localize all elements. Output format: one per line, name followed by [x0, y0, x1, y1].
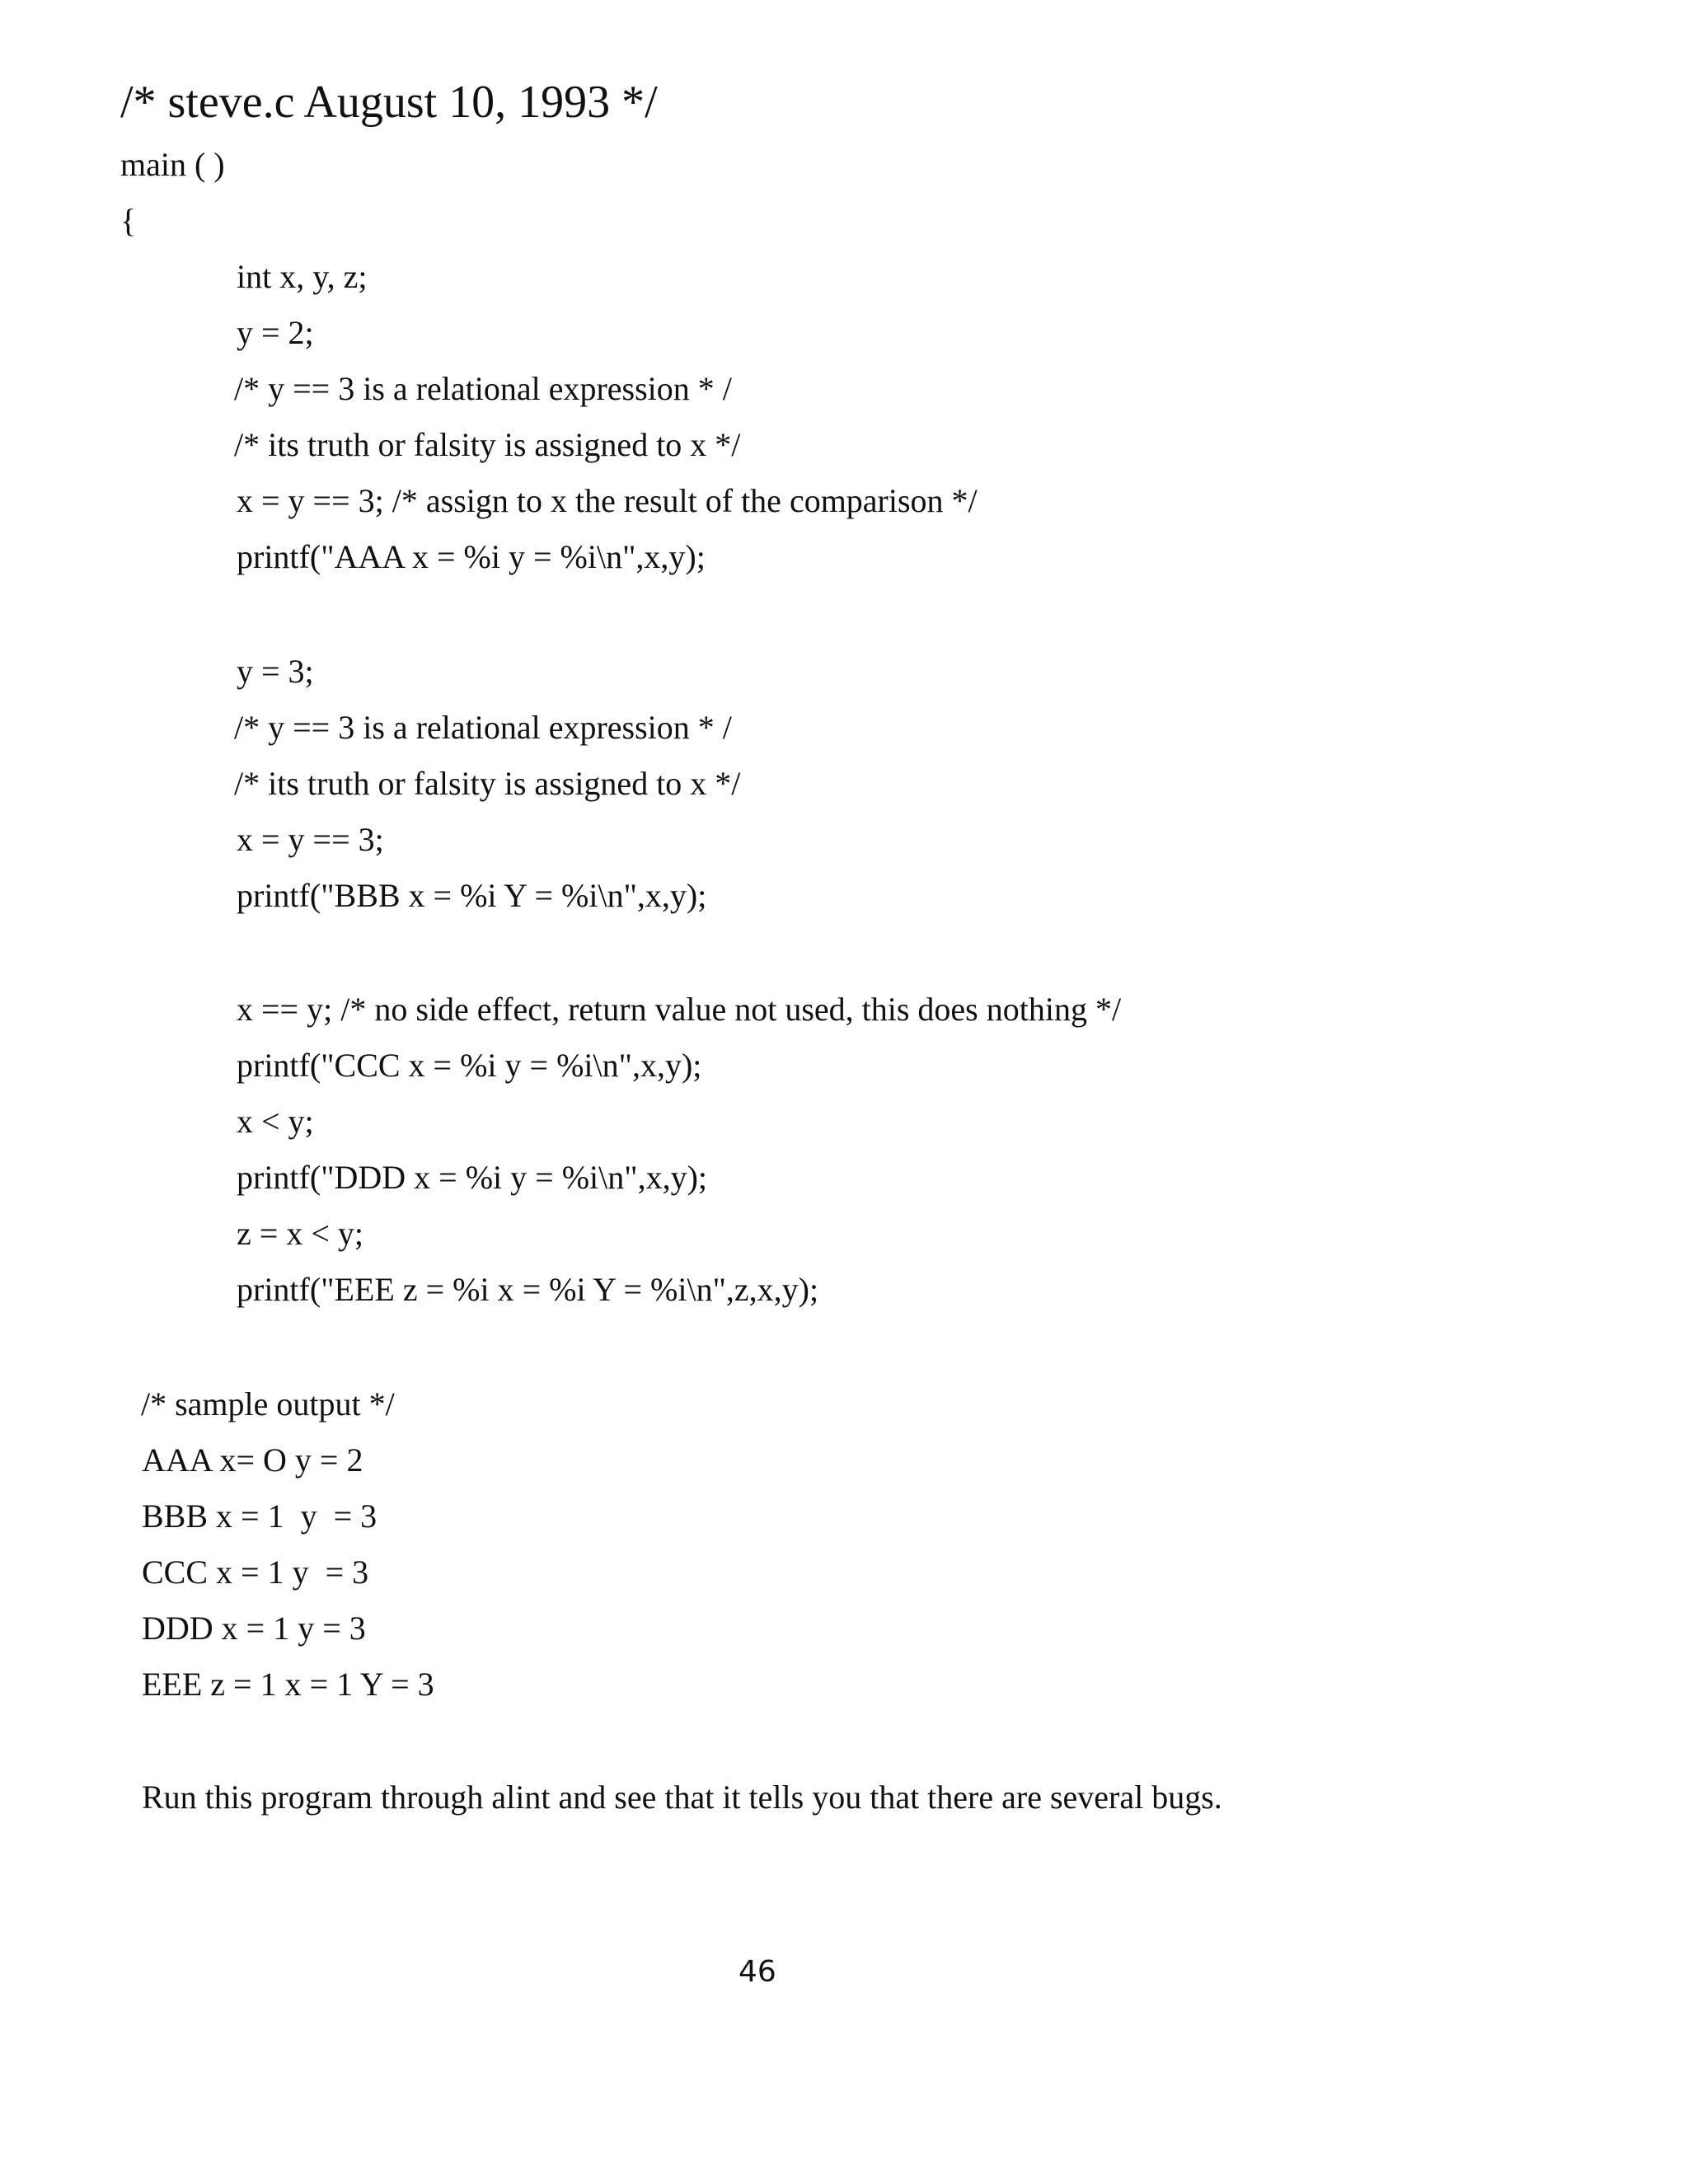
code-comment: /* y == 3 is a relational expression * / — [234, 709, 732, 746]
sample-output-line: AAA x= O y = 2 — [142, 1441, 363, 1479]
page-title: /* steve.c August 10, 1993 */ — [120, 77, 658, 128]
sample-output-line: BBB x = 1 y = 3 — [142, 1497, 377, 1535]
code-line: x = y == 3; /* assign to x the result of the comparison */ — [237, 482, 978, 519]
code-line: printf("BBB x = %i Y = %i\n",x,y); — [237, 877, 707, 914]
sample-output-line: CCC x = 1 y = 3 — [142, 1554, 369, 1591]
code-line: x < y; — [237, 1103, 314, 1140]
main-declaration: main ( ) — [120, 146, 225, 183]
open-brace: { — [120, 202, 137, 239]
code-line: printf("DDD x = %i y = %i\n",x,y); — [237, 1159, 708, 1196]
code-line: int x, y, z; — [237, 258, 368, 295]
code-line: x = y == 3; — [237, 821, 384, 858]
code-comment: /* its truth or falsity is assigned to x */ — [234, 765, 741, 802]
code-comment: /* y == 3 is a relational expression * / — [234, 370, 732, 407]
code-line: y = 3; — [237, 653, 314, 690]
code-line: y = 2; — [237, 314, 314, 351]
code-comment: /* its truth or falsity is assigned to x */ — [234, 426, 741, 463]
code-line: printf("AAA x = %i y = %i\n",x,y); — [237, 538, 706, 575]
code-line: z = x < y; — [237, 1215, 363, 1252]
code-line: printf("CCC x = %i y = %i\n",x,y); — [237, 1047, 702, 1084]
sample-output-header: /* sample output */ — [141, 1385, 395, 1422]
page-number: 46 — [738, 1955, 776, 1989]
code-line: printf("EEE z = %i x = %i Y = %i\n",z,x,y); — [237, 1271, 819, 1308]
sample-output-line: DDD x = 1 y = 3 — [142, 1610, 366, 1647]
instruction-text: Run this program through alint and see that it tells you that there are several bugs. — [142, 1779, 1222, 1816]
sample-output-line: EEE z = 1 x = 1 Y = 3 — [142, 1666, 434, 1703]
code-line: x == y; /* no side effect, return value not used, this does nothing */ — [237, 991, 1122, 1028]
